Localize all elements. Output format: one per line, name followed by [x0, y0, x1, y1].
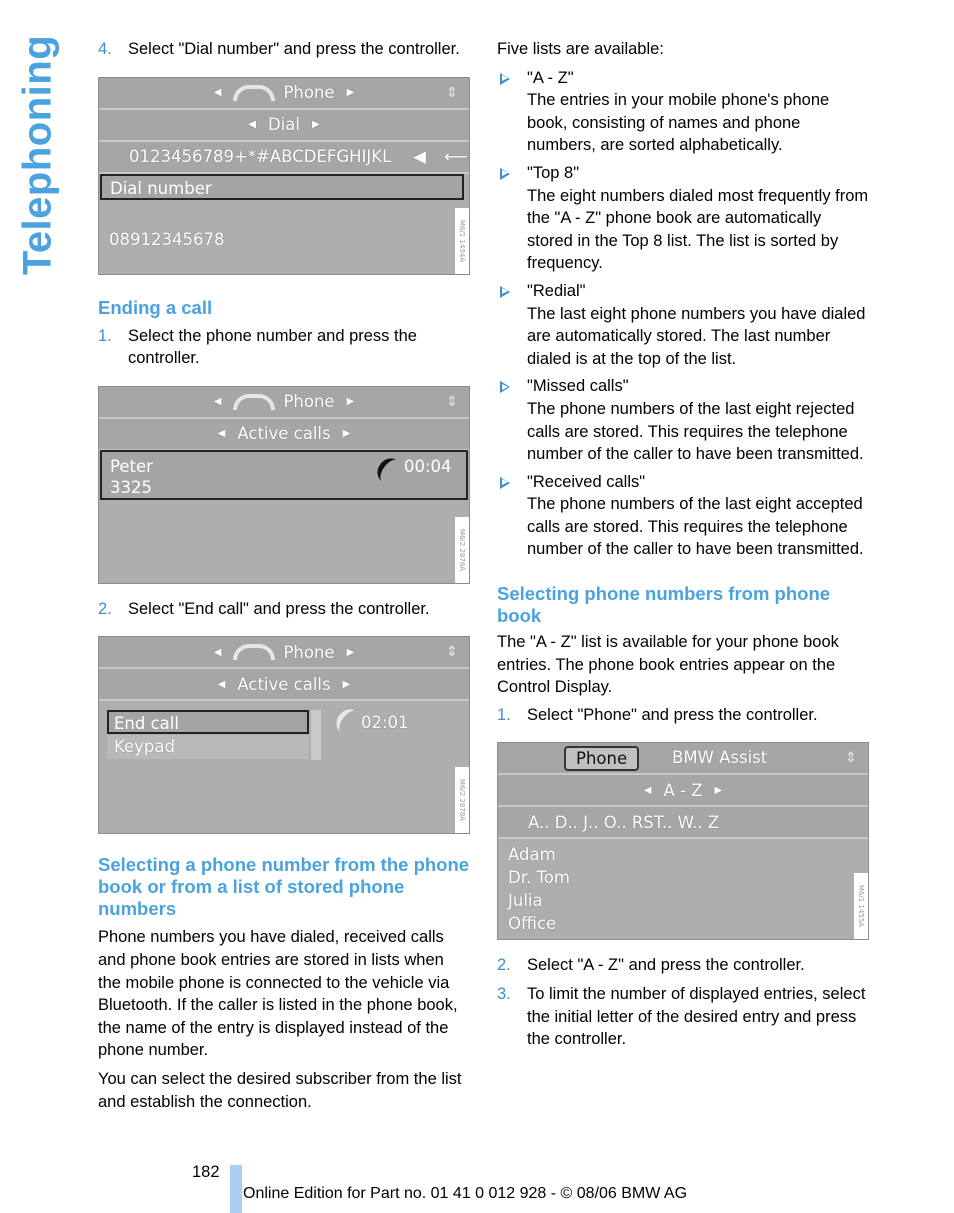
bullet-received-calls: "Received calls" The phone numbers of the last eight accepted calls are stored. This requires the telephone number of the caller to have been transmitted.: [497, 471, 869, 561]
step-4: [98, 38, 470, 61]
heading-phone-book: Selecting phone numbers from phone book: [497, 583, 831, 627]
end-call-item: [107, 710, 309, 734]
tab-phone: Phone: [564, 746, 639, 771]
pb-step-1: [497, 704, 869, 727]
caller-number: 3325: [110, 477, 152, 497]
arrow-left-icon: ◀: [217, 678, 226, 690]
bullet-triangle-icon: [500, 286, 510, 298]
screen-phone-row: [99, 387, 469, 419]
bullet-redial: "Redial" The last eight phone numbers you have dialed are automatically stored. The last number dialed is at the top of the list.: [497, 280, 869, 370]
arrow-right-icon: ▶: [346, 646, 355, 658]
tab-bmw-assist: BMW Assist: [672, 748, 768, 768]
handset-icon: [233, 85, 275, 101]
step-text: Select the phone number and press the controller.: [128, 326, 417, 368]
step-text: Select "Phone" and press the controller.: [527, 705, 818, 724]
bullet-triangle-icon: [500, 168, 510, 180]
section-side-title: [14, 30, 62, 280]
screen-active-calls: [98, 386, 470, 584]
screen-char-row: [99, 142, 469, 174]
screen-number: 08912345678: [109, 229, 225, 249]
screen-active-label: Active calls: [237, 424, 331, 444]
footer-edition: Online Edition for Part no. 01 41 0 012 928 - © 08/06 BMW AG: [243, 1185, 688, 1202]
heading-selecting-number: Selecting a phone number from the phone book or from a list of stored phone numbers: [98, 854, 470, 920]
screen-phone-label: Phone: [283, 83, 335, 103]
step-text: Select "Dial number" and press the controller.: [128, 40, 460, 58]
step-number: 1.: [98, 326, 112, 345]
footer-accent-bar: [230, 1165, 242, 1213]
right-column: [497, 38, 869, 1051]
section-title-text: Telephoning: [15, 34, 60, 276]
list-scrollbar: [311, 710, 321, 760]
entry-item: Julia: [508, 891, 543, 911]
step-number: 4.: [98, 40, 112, 58]
call-time: 00:04: [404, 456, 452, 476]
figure-code: M6/1 1455A: [854, 873, 868, 939]
return-arrow-icon: ⟵: [443, 147, 468, 167]
paragraph-select-subscriber: You can select the desired subscriber from the list and establish the connection.: [98, 1069, 462, 1111]
menu-corner-icon: ⇕: [446, 644, 458, 661]
screen-active-row: [99, 669, 469, 701]
menu-corner-icon: ⇕: [446, 84, 458, 101]
step-text: To limit the number of displayed entries, select the initial letter of the desired entry and press the controller.: [527, 985, 866, 1049]
arrow-left-icon: ◀: [213, 646, 222, 658]
screen-char-list: 0123456789+*#ABCDEFGHIJKL: [129, 147, 392, 167]
pb-step-3: [497, 983, 869, 1051]
paragraph-lists: Phone numbers you have dialed, received calls and phone book entries are stored in lists when the mobile phone is connected to the vehicle via Bluetooth. If the caller is listed in the phone book, the name of the entry is displayed instead of the phone number.: [98, 928, 458, 1060]
lists-intro: Five lists are available:: [497, 40, 664, 58]
arrow-left-icon: ◀: [643, 784, 652, 796]
screen-active-label: Active calls: [237, 674, 331, 694]
heading-ending-call: Ending a call: [98, 296, 213, 318]
screen-dial-label: Dial: [268, 115, 300, 135]
bullet-triangle-icon: [500, 381, 510, 393]
screen-phone-book: [497, 742, 869, 940]
menu-corner-icon: ⇕: [845, 750, 857, 767]
step-number: 2.: [497, 956, 511, 975]
step-number: 2.: [98, 599, 112, 618]
step-text: Select "End call" and press the controller.: [128, 599, 430, 618]
screen-phone-row: [99, 637, 469, 669]
pb-step-2: [497, 954, 869, 977]
screen-az-row: [498, 775, 868, 807]
entry-item: Adam: [508, 845, 556, 865]
screen-tab-row: [498, 743, 868, 775]
keypad-item: Keypad: [107, 735, 309, 759]
arrow-right-icon: ▶: [342, 678, 351, 690]
arrow-left-icon: ◀: [213, 396, 222, 408]
end-step-2: [98, 598, 470, 621]
dial-number-item: [100, 174, 464, 200]
screen-phone-label: Phone: [283, 392, 335, 412]
screen-active-row: [99, 419, 469, 451]
screen-dial: [98, 77, 470, 275]
backspace-arrow-icon: ◀: [413, 147, 426, 167]
caller-name: Peter: [110, 456, 153, 476]
figure-code: M6/1 1454A: [455, 208, 469, 274]
step-text: Select "A - Z" and press the controller.: [527, 956, 805, 975]
figure-code: M6/2 2876A: [455, 517, 469, 583]
menu-corner-icon: ⇕: [446, 393, 458, 410]
screen-az-label: A - Z: [663, 780, 703, 800]
phone-book-entries: [508, 843, 570, 935]
screen-dial-row: [99, 110, 469, 142]
step-number: 1.: [497, 705, 511, 724]
arrow-left-icon: ◀: [213, 87, 222, 99]
active-call-item: [100, 450, 468, 500]
call-time: 02:01: [361, 713, 409, 733]
figure-code: M6/2 2878A: [455, 767, 469, 833]
paragraph-phone-book: The "A - Z" list is available for your phone book entries. The phone book entries appear on the Control Display.: [497, 633, 839, 697]
arrow-right-icon: ▶: [342, 428, 351, 440]
end-call-label: End call: [114, 714, 179, 734]
screen-letter-groups: A.. D.. J.. O.. RST.. W.. Z: [528, 812, 720, 832]
arrow-right-icon: ▶: [346, 396, 355, 408]
bullet-top-8: "Top 8" The eight numbers dialed most frequently from the "A - Z" phone book are automatically stored in the Top 8 list. The list is sorted by frequency.: [497, 162, 869, 275]
page-number: 182: [192, 1163, 220, 1181]
arrow-right-icon: ▶: [346, 87, 355, 99]
arrow-left-icon: ◀: [248, 119, 256, 131]
left-column: [98, 38, 470, 1113]
bullet-triangle-icon: [500, 477, 510, 489]
bullet-triangle-icon: [500, 73, 510, 85]
entry-item: Office: [508, 914, 557, 934]
dial-number-label: Dial number: [110, 178, 212, 198]
handset-icon: [233, 394, 275, 410]
arrow-left-icon: ◀: [217, 428, 226, 440]
bullet-missed-calls: "Missed calls" The phone numbers of the last eight rejected calls are stored. This requires the telephone number of the caller to have been transmitted.: [497, 375, 869, 465]
arrow-right-icon: ▶: [312, 119, 320, 131]
screen-letters-row: [498, 807, 868, 839]
step-number: 3.: [497, 985, 511, 1004]
screen-phone-label: Phone: [283, 642, 335, 662]
end-step-1: [98, 325, 470, 370]
entry-item: Dr. Tom: [508, 868, 570, 888]
arrow-right-icon: ▶: [714, 784, 723, 796]
screen-phone-row: [99, 78, 469, 110]
screen-end-call: [98, 636, 470, 834]
bullet-a-z: "A - Z" The entries in your mobile phone's phone book, consisting of names and phone numbers, are sorted alphabetically.: [497, 67, 869, 157]
handset-icon: [233, 644, 275, 660]
